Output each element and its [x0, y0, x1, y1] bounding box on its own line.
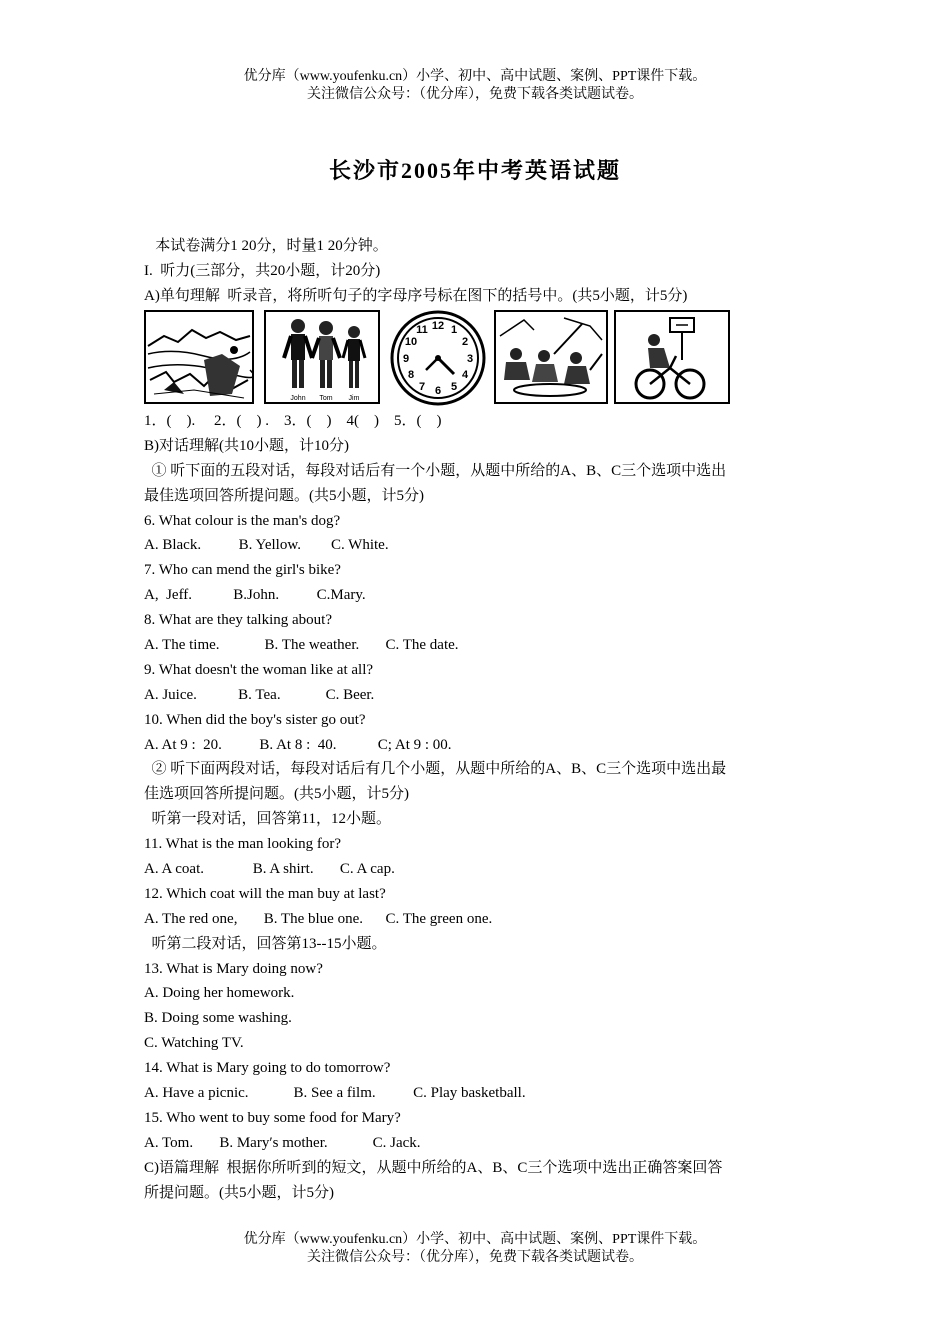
page-title: 长沙市2005年中考英语试题	[328, 158, 621, 183]
svg-text:4: 4	[461, 369, 469, 381]
svg-text:8: 8	[407, 369, 415, 381]
listening-section	[144, 409, 814, 1206]
boy-name-3: Jim	[348, 395, 360, 402]
question-10-options: A. At 9 : 20. B. At 8 : 40. C; At 9 : 00.	[144, 736, 452, 753]
section-1-heading: I. 听力(三部分，共20小题，计20分)	[144, 262, 381, 279]
question-8: 8. What are they talking about?	[144, 612, 332, 629]
svg-text:2: 2	[461, 336, 469, 348]
part-a-heading: A)单句理解 听录音，将所听句子的字母序号标在图下的括号中。(共5小题，计5分)	[144, 287, 688, 304]
part-b1-instruction-1: ① 听下面的五段对话，每段对话后有一个小题，从题中所给的A、B、C三个选项中选出	[144, 462, 727, 479]
question-13-option-c: C. Watching TV.	[144, 1035, 244, 1052]
question-14-options: A. Have a picnic. B. See a film. C. Play basketball.	[144, 1085, 526, 1102]
question-6: 6. What colour is the man's dog?	[144, 512, 341, 529]
part-b2-instruction-1: ② 听下面两段对话，每段对话后有几个小题，从题中所给的A、B、C三个选项中选出最	[144, 761, 727, 778]
part-c-instruction-2: 所提问题。(共5小题，计5分)	[144, 1184, 334, 1201]
footer-line-2: 关注微信公众号：（优分库），免费下载各类试题试卷。	[307, 1250, 643, 1265]
question-6-options: A. Black. B. Yellow. C. White.	[144, 537, 389, 554]
cyclist-picture	[614, 310, 730, 402]
part-b1-instruction-2: 最佳选项回答所提问题。(共5小题，计5分)	[144, 487, 424, 504]
svg-text:5: 5	[450, 381, 458, 393]
svg-text:9: 9	[402, 353, 410, 365]
question-7-options: A, Jeff. B.John. C.Mary.	[144, 587, 366, 604]
page-footer	[0, 1231, 950, 1267]
question-10: 10. When did the boy's sister go out?	[144, 711, 366, 728]
dialog-2-note: 听第二段对话，回答第13--15小题。	[144, 935, 387, 952]
svg-text:10: 10	[404, 336, 418, 348]
part-c-instruction-1: C)语篇理解 根据你所听到的短文，从题中所给的A、B、C三个选项中选出正确答案回答	[144, 1159, 723, 1176]
picture-row	[144, 310, 734, 406]
part-b-heading: B)对话理解(共10小题，计10分)	[144, 437, 349, 454]
part-b2-instruction-2: 佳选项回答所提问题。(共5小题，计5分)	[144, 786, 409, 803]
clock-picture	[388, 310, 488, 402]
svg-text:7: 7	[418, 381, 426, 393]
dialog-1-note: 听第一段对话，回答第11，12小题。	[144, 811, 391, 828]
question-9: 9. What doesn't the woman like at all?	[144, 661, 374, 678]
question-13-option-a: A. Doing her homework.	[144, 985, 295, 1002]
question-9-options: A. Juice. B. Tea. C. Beer.	[144, 686, 375, 703]
header-line-1: 优分库（www.youfenku.cn）小学、初中、高中试题、案例、PPT课件下载。	[243, 69, 707, 84]
question-15-options: A. Tom. B. Mary′s mother. C. Jack.	[144, 1134, 421, 1151]
question-7: 7. Who can mend the girl's bike?	[144, 562, 341, 579]
svg-text:6: 6	[434, 385, 442, 397]
picnic-picture	[494, 310, 608, 402]
question-11-options: A. A coat. B. A shirt. C. A cap.	[144, 861, 395, 878]
question-13-option-b: B. Doing some washing.	[144, 1010, 292, 1027]
svg-text:12: 12	[431, 320, 445, 332]
question-15: 15. Who went to buy some food for Mary?	[144, 1109, 401, 1126]
exam-intro	[144, 234, 814, 309]
boy-name-1: John	[290, 395, 306, 402]
svg-text:3: 3	[466, 353, 474, 365]
question-11: 11. What is the man looking for?	[144, 836, 342, 853]
page-header	[0, 68, 950, 104]
question-8-options: A. The time. B. The weather. C. The date.	[144, 637, 459, 654]
question-12-options: A. The red one, B. The blue one. C. The green one.	[144, 910, 493, 927]
boy-name-2: Tom	[319, 395, 333, 402]
footer-line-1: 优分库（www.youfenku.cn）小学、初中、高中试题、案例、PPT课件下载。	[243, 1232, 707, 1247]
question-12: 12. Which coat will the man buy at last?	[144, 885, 386, 902]
answer-blanks: 1．( ). 2．( ) . 3．( ) 4( ) 5．( )	[144, 413, 442, 429]
header-line-2: 关注微信公众号：（优分库），免费下载各类试题试卷。	[307, 87, 643, 102]
question-13: 13. What is Mary doing now?	[144, 960, 323, 977]
landscape-picture	[144, 310, 254, 402]
question-14: 14. What is Mary going to do tomorrow?	[144, 1060, 391, 1077]
svg-text:11: 11	[416, 324, 428, 336]
intro-text: 本试卷满分1 20分，时量1 20分钟。	[155, 238, 388, 254]
three-boys-picture	[264, 310, 380, 402]
svg-text:1: 1	[450, 324, 458, 336]
